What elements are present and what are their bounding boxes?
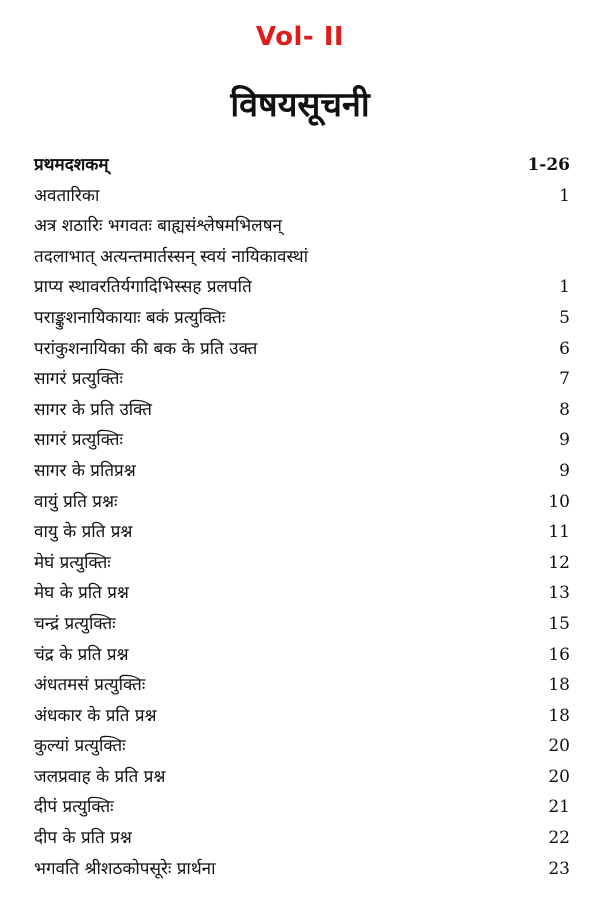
toc-page-number: 1 [559,185,570,206]
toc-page-number: 13 [548,583,570,604]
toc-entry-row [34,272,570,303]
toc-page-number: 1-26 [527,155,570,175]
toc-entry-row [34,701,570,732]
toc-page-number: 16 [548,644,570,665]
toc-entry-title: कुल्यां प्रत्युक्तिः [34,736,126,757]
toc-page-number: 9 [559,460,570,481]
toc-entry-row [34,456,570,487]
toc-entry-title: जलप्रवाह के प्रति प्रश्न [34,766,166,787]
toc-entry-title: अंधतमसं प्रत्युक्तिः [34,675,146,696]
toc-entry-row [34,425,570,456]
toc-entry-row [34,548,570,579]
toc-page-number: 15 [548,613,570,634]
toc-entry-title: वायुं प्रति प्रश्नः [34,491,118,512]
toc-entry-row [34,640,570,671]
toc-entry-row [34,395,570,426]
toc-page-number: 11 [548,522,570,543]
toc-entry-title: सागर के प्रति उक्ति [34,399,152,420]
toc-page-number: 6 [559,338,570,359]
toc-entry-row [34,334,570,365]
toc-entry-row [34,854,570,885]
volume-label: Vol- II [255,22,345,52]
toc-entry-row [34,487,570,518]
toc-entry-title: मेघं प्रत्युक्तिः [34,552,111,573]
toc-entry-title: तदलाभात् अत्यन्तमार्तस्सन् स्वयं नायिकावस्थां [34,246,309,267]
toc-entry-title: पराङ्कुशनायिकायाः बकं प्रत्युक्तिः [34,307,226,328]
toc-entry-row [34,578,570,609]
toc-entry-title: दीप के प्रति प्रश्न [34,828,132,849]
toc-page-number: 20 [548,736,570,757]
toc-entry-row [34,823,570,854]
toc-page-number: 9 [559,430,570,451]
page-title: विषयसूचनी [230,85,370,125]
toc-page-number: 12 [548,552,570,573]
toc-entry-title: वायु के प्रति प्रश्न [34,522,133,543]
toc-entry-row [34,303,570,334]
toc-page-number: 7 [559,369,570,390]
toc-entry-title: अत्र शठारिः भगवतः बाह्यसंश्लेषमभिलषन् [34,216,282,237]
toc-page-number: 5 [559,307,570,328]
toc-entry-row [34,670,570,701]
toc-entry-row [34,609,570,640]
toc-entry-row [34,242,570,273]
toc-entry-row [34,731,570,762]
toc-entry-row [34,211,570,242]
toc-entry-title: सागरं प्रत्युक्तिः [34,369,123,390]
toc-entry-title: सागर के प्रतिप्रश्न [34,460,136,481]
toc-page-number: 10 [548,491,570,512]
toc-entry-title: चंद्र के प्रति प्रश्न [34,644,129,665]
toc-entry-title: सागरं प्रत्युक्तिः [34,430,123,451]
toc-entry-title: अवतारिका [34,185,100,206]
toc-entry-title: परांकुशनायिका की बक के प्रति उक्त [34,338,258,359]
toc-entry-row [34,762,570,793]
table-of-contents [34,150,570,884]
toc-section-row [34,150,570,181]
toc-page-number: 1 [559,277,570,298]
toc-page-number: 18 [548,675,570,696]
toc-entry-title: मेघ के प्रति प्रश्न [34,583,129,604]
toc-entry-row [34,364,570,395]
toc-entry-title: अंधकार के प्रति प्रश्न [34,705,157,726]
toc-entry-row [34,517,570,548]
toc-page-number: 18 [548,705,570,726]
toc-page-number: 20 [548,766,570,787]
toc-entry-title: प्राप्य स्थावरतिर्यगादिभिस्सह प्रलपति [34,277,252,298]
toc-page-number: 22 [548,828,570,849]
toc-entry-row [34,181,570,212]
toc-entry-title: चन्द्रं प्रत्युक्तिः [34,613,116,634]
toc-page-number: 21 [548,797,570,818]
toc-page-number: 8 [559,399,570,420]
toc-entry-title: दीपं प्रत्युक्तिः [34,797,114,818]
toc-section-title: प्रथमदशकम् [34,155,109,175]
toc-page-number: 23 [548,858,570,879]
toc-entry-row [34,792,570,823]
toc-entry-title: भगवति श्रीशठकोपसूरेः प्रार्थना [34,858,216,879]
